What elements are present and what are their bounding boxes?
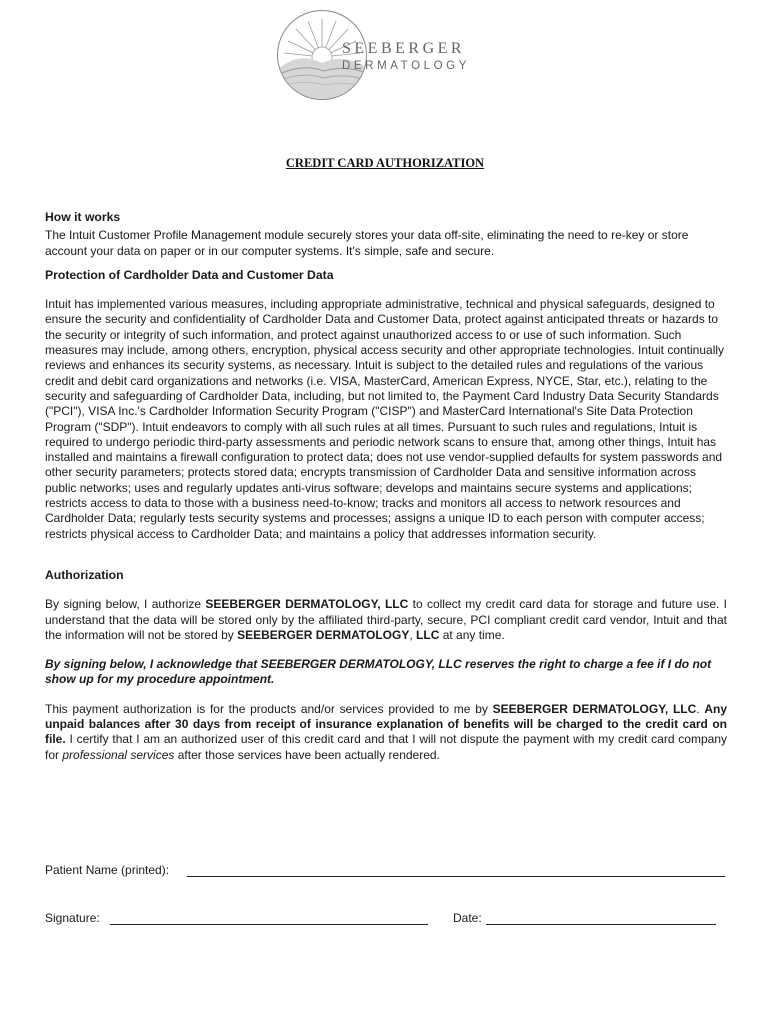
document-body bbox=[45, 210, 727, 763]
patient-name-label: Patient Name (printed): bbox=[45, 863, 170, 877]
auth-p3-text-e: I certify that I am an authorized user of this credit card and that I will not dispute the payment with my credit card company for bbox=[45, 732, 727, 762]
auth-p1-company-2: SEEBERGER DERMATOLOGY bbox=[237, 627, 410, 642]
authorization-paragraph-1 bbox=[45, 597, 727, 643]
authorization-paragraph-3 bbox=[45, 702, 727, 763]
page-title: CREDIT CARD AUTHORIZATION bbox=[285, 156, 485, 170]
protection-heading: Protection of Cardholder Data and Customer Data bbox=[45, 267, 334, 282]
auth-p1-comma: , bbox=[409, 627, 417, 642]
auth-p1-text-g: at any time. bbox=[439, 627, 505, 642]
no-show-fee-notice: By signing below, I acknowledge that SEEBERGER DERMATOLOGY, LLC reserves the right to charge a fee if I do not show up for my procedure appointment. bbox=[45, 657, 712, 687]
protection-body: Intuit has implemented various measures, including appropriate administrative, technical and physical safeguards, designed to ensure the security and confidentiality of Cardholder Data and Customer Data, protect against anticipated threats or hazards to the security or integrity of such information, and protect against unauthorized access to or use of such information. Such measures may include, among others, encryption, physical access security and other appropriate technologies. Intuit continually reviews and enhances its security systems, as necessary. Intuit is subject to the detailed rules and regulations of the various credit and debit card organizations and networks (i.e. VISA, MasterCard, American Express, NYCE, Star, etc.), relating to the security and safeguarding of Cardholder Data, including, but not limited to, the Payment Card Industry Data Security Standards ("PCI"), VISA Inc.'s Cardholder Information Security Program ("CISP") and MasterCard International's Site Data Protection Program ("SDP"). Intuit endeavors to comply with all such rules at all times. Pursuant to such rules and regulations, Intuit is required to undergo periodic third-party assessments and periodic network scans to ensure that, among other things, Intuit has installed and maintains a firewall configuration to protect data; does not use vendor-supplied defaults for system passwords and other security parameters; protects stored data; encrypts transmission of Cardholder Data and sensitive information across public networks; uses and regularly updates anti-virus software; develops and maintains secure systems and applications; restricts access to data to those with a business need-to-know; tracks and monitors all access to network resources and Cardholder Data; regularly tests security systems and processes; assigns a unique ID to each person with computer access; restricts physical access to Cardholder Data; and maintains a policy that addresses information security. bbox=[45, 297, 725, 541]
auth-p3-unpaid-balance: Any unpaid balances after 30 days from receipt of insurance explanation of benefits will be charged to the credit card on file. bbox=[45, 701, 728, 747]
patient-name-field[interactable] bbox=[187, 876, 725, 877]
date-label: Date: bbox=[453, 911, 482, 925]
auth-p3-text-a: This payment authorization is for the products and/or services provided to me by bbox=[45, 701, 493, 716]
logo-subtitle: DERMATOLOGY bbox=[342, 60, 470, 72]
how-heading: How it works bbox=[45, 210, 121, 224]
authorization-heading: Authorization bbox=[45, 567, 124, 582]
auth-p3-professional-services: professional services bbox=[62, 747, 175, 762]
logo-wordmark: SEEBERGER bbox=[342, 40, 466, 57]
logo bbox=[272, 10, 492, 102]
auth-p3-company: SEEBERGER DERMATOLOGY, LLC bbox=[492, 701, 697, 716]
date-field[interactable] bbox=[486, 924, 716, 925]
how-body: The Intuit Customer Profile Management module securely stores your data off-site, eliminating the need to re-key or store account your data on paper or in our computer systems. It's simple, safe and secure. bbox=[45, 228, 689, 258]
auth-p1-llc: LLC bbox=[416, 627, 440, 642]
signature-label: Signature: bbox=[45, 911, 100, 925]
auth-p3-text-g: after those services have been actually rendered. bbox=[174, 747, 440, 762]
auth-p3-period: . bbox=[696, 701, 705, 716]
auth-p1-text-a: By signing below, I authorize bbox=[45, 597, 206, 612]
auth-p1-text-c: to collect my credit card data for storage and future use. I understand that the data will be stored only by the affiliated third-party, secure, PCI compliant credit card vendor, Intuit and that the information will not be stored by bbox=[45, 597, 727, 642]
auth-p1-company: SEEBERGER DERMATOLOGY, LLC bbox=[205, 597, 409, 612]
signature-field[interactable] bbox=[110, 924, 428, 925]
